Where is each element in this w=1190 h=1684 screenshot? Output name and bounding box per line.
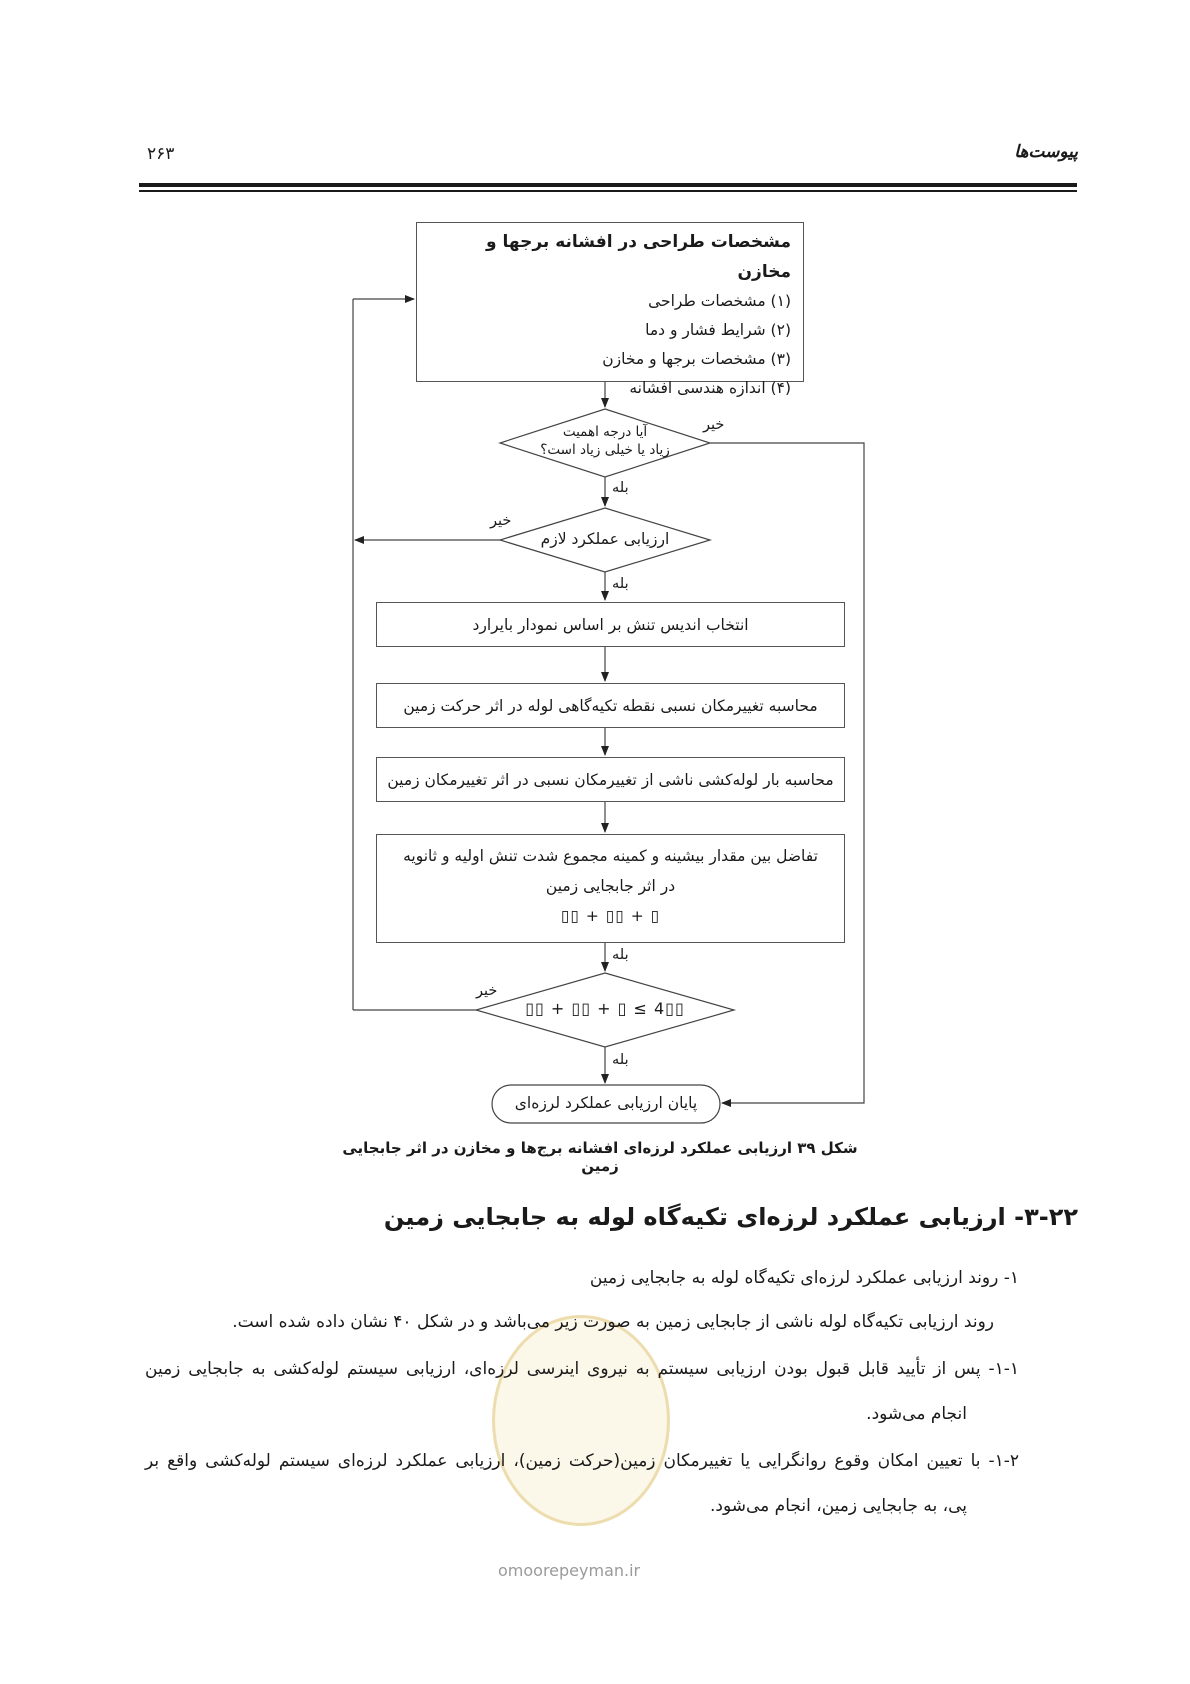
paragraph-3-line1: ۱-۱- پس از تأیید قابل قبول بودن ارزیابی سیستم به نیروی اینرسی لرزه‌ای، ارزیابی سیستم لوله‌کشی به جابجایی زمین bbox=[145, 1359, 1019, 1379]
label-no-3: خیر bbox=[476, 983, 498, 999]
decision1-text bbox=[520, 423, 690, 459]
page-number: ۲۶۳ bbox=[147, 144, 175, 164]
process-stress-range bbox=[376, 834, 845, 943]
paragraph-2: روند ارزیابی تکیه‌گاه لوله ناشی از جابجایی زمین به صورت زیر می‌باشد و در شکل ۴۰ نشان داده شده است. bbox=[232, 1312, 994, 1332]
decision1-line2: زیاد یا خیلی زیاد است؟ bbox=[540, 442, 670, 458]
label-no-1: خیر bbox=[703, 417, 725, 433]
process-stress-index: انتخاب اندیس تنش بر اساس نمودار بایرارد bbox=[376, 602, 845, 647]
watermark-seal bbox=[492, 1315, 670, 1526]
figure-caption: شکل ۳۹ ارزیابی عملکرد لرزه‌ای افشانه برج‌ها و مخازن در اثر جابجایی زمین bbox=[342, 1139, 858, 1175]
decision3-formula: ▯▯ + ▯▯ + ▯ ≤ 4▯▯ bbox=[525, 999, 685, 1018]
process-stress-range-formula: ▯▯ + ▯▯ + ▯ bbox=[560, 907, 661, 925]
section-title: ۳-۲۲- ارزیابی عملکرد لرزه‌ای تکیه‌گاه لوله به جابجایی زمین bbox=[383, 1203, 1078, 1231]
design-specs-title: مشخصات طراحی در افشانه برجها و مخازن bbox=[486, 232, 791, 282]
process-stress-range-line1: تفاضل بین مقدار بیشینه و کمینه مجموع شدت تنش اولیه و ثانویه bbox=[403, 847, 818, 865]
label-no-2: خیر bbox=[490, 513, 512, 529]
process-stress-range-line2: در اثر جابجایی زمین bbox=[545, 877, 676, 895]
running-header: پیوست‌ها bbox=[1014, 142, 1078, 162]
design-specs-item: (۴) اندازه هندسی افشانه bbox=[629, 379, 791, 397]
paragraph-4-line2: پی، به جابجایی زمین، انجام می‌شود. bbox=[709, 1496, 967, 1516]
process-piping-load: محاسبه بار لوله‌کشی ناشی از تغییرمکان نسبی در اثر تغییرمکان زمین bbox=[376, 757, 845, 802]
paragraph-4-line1: ۱-۲- با تعیین امکان وقوع روانگرایی یا تغییرمکان زمین(حرکت زمین)، ارزیابی عملکرد لرزه‌ای سیستم لوله‌کشی واقع بر bbox=[145, 1451, 1019, 1471]
paragraph-3-line2: انجام می‌شود. bbox=[866, 1404, 967, 1424]
label-yes-2: بله bbox=[612, 576, 629, 592]
design-specs-item: (۱) مشخصات طراحی bbox=[648, 292, 791, 310]
label-yes-4: بله bbox=[612, 1052, 629, 1068]
process-support-displacement: محاسبه تغییرمکان نسبی نقطه تکیه‌گاهی لوله در اثر حرکت زمین bbox=[376, 683, 845, 728]
design-specs-item: (۲) شرایط فشار و دما bbox=[645, 321, 791, 339]
decision1-line1: آیا درجه اهمیت bbox=[562, 424, 648, 440]
design-specs-box bbox=[416, 222, 804, 397]
paragraph-1: ۱- روند ارزیابی عملکرد لرزه‌ای تکیه‌گاه لوله به جابجایی زمین bbox=[589, 1268, 1019, 1288]
label-yes-1: بله bbox=[612, 480, 629, 496]
terminal-text: پایان ارزیابی عملکرد لرزه‌ای bbox=[514, 1094, 698, 1112]
design-specs-item: (۳) مشخصات برجها و مخازن bbox=[602, 350, 791, 368]
label-yes-3: بله bbox=[612, 947, 629, 963]
watermark-url: omoorepeyman.ir bbox=[498, 1561, 641, 1580]
decision2-text: ارزیابی عملکرد لازم bbox=[540, 530, 670, 548]
